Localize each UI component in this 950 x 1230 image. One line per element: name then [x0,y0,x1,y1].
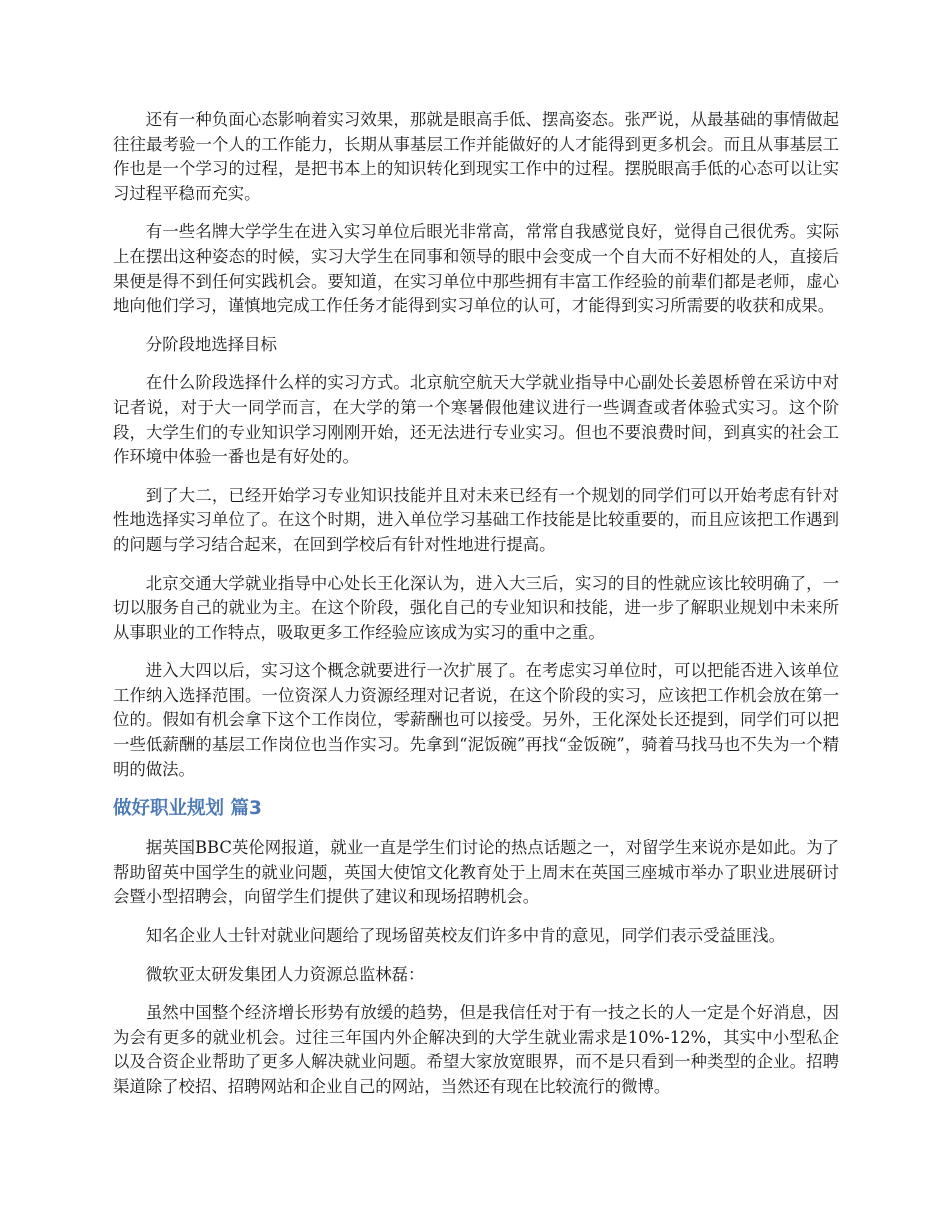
paragraph-speaker: 微软亚太研发集团人力资源总监林磊： [145,964,425,984]
paragraph-junior: 北京交通大学就业指导中心处长王化深认为，进入大三后，实习的目的性就应该比较明确了，一切以服务自己的就业为主。在这个阶段，强化自己的专业知识和技能，进一步了解职业规划中未来所从事职业的工作特点，吸取更多工作经验应该成为实习的重中之重。 [113,573,839,642]
paragraph-freshman: 在什么阶段选择什么样的实习方式。北京航空航天大学就业指导中心副处长姜恩桥曾在采访中对记者说，对于大一同学而言，在大学的第一个寒暑假他建议进行一些调查或者体验式实习。这个阶段，大学生们的专业知识学习刚刚开始，还无法进行专业实习。但也不要浪费时间，到真实的社会工作环境中体验一番也是有好处的。 [113,373,839,467]
paragraph-bbc-report: 据英国BBC英伦网报道，就业一直是学生们讨论的热点话题之一，对留学生来说亦是如此。为了帮助留英中国学生的就业问题，英国大使馆文化教育处于上周末在英国三座城市举办了职业进展研讨会暨小型招聘会，向留学生们提供了建议和现场招聘机会。 [113,838,839,907]
paragraph-advice: 知名企业人士针对就业问题给了现场留英校友们许多中肯的意见，同学们表示受益匪浅。 [145,926,786,946]
paragraph-speaker-quote: 虽然中国整个经济增长形势有放缓的趋势，但是我信任对于有一技之长的人一定是个好消息，因为会有更多的就业机会。过往三年国内外企解决到的大学生就业需求是10%-12%，其实中小型私企以及合资企业帮助了更多人解决就业问题。希望大家放宽眼界，而不是只看到一种类型的企业。招聘渠道除了校招、招聘网站和企业自己的网站，当然还有现在比较流行的微博。 [113,1003,839,1096]
paragraph-subtitle-stages: 分阶段地选择目标 [145,334,277,354]
paragraph-elite-students: 有一些名牌大学学生在进入实习单位后眼光非常高，常常自我感觉良好，觉得自己很优秀。实际上在摆出这种姿态的时候，实习大学生在同事和领导的眼中会变成一个自大而不好相处的人，直接后果便是得不到任何实践机会。要知道，在实习单位中那些拥有丰富工作经验的前辈们都是老师，虚心地向他们学习，谨慎地完成工作任务才能得到实习单位的认可，才能得到实习所需要的收获和成果。 [113,222,839,316]
paragraph-mentality: 还有一种负面心态影响着实习效果，那就是眼高手低、摆高姿态。张严说，从最基础的事情做起往往最考验一个人的工作能力，长期从事基层工作并能做好的人才能得到更多机会。而且从事基层工作也是一个学习的过程，是把书本上的知识转化到现实工作中的过程。摆脱眼高手低的心态可以让实习过程平稳而充实。 [113,110,839,203]
section-heading: 做好职业规划 篇3 [113,798,262,820]
document-page [113,108,839,1114]
paragraph-sophomore: 到了大二，已经开始学习专业知识技能并且对未来已经有一个规划的同学们可以开始考虑有针对性地选择实习单位了。在这个时期，进入单位学习基础工作技能是比较重要的，而且应该把工作遇到的问题与学习结合起来，在回到学校后有针对性地进行提高。 [113,485,839,554]
paragraph-senior: 进入大四以后，实习这个概念就要进行一次扩展了。在考虑实习单位时，可以把能否进入该单位工作纳入选择范围。一位资深人力资源经理对记者说，在这个阶段的实习，应该把工作机会放在第一位的。假如有机会拿下这个工作岗位，零薪酬也可以接受。另外，王化深处长还提到，同学们可以把一些低薪酬的基层工作岗位也当作实习。先拿到“泥饭碗”再找“金饭碗”，骑着马找马也不失为一个精明的做法。 [113,661,839,779]
